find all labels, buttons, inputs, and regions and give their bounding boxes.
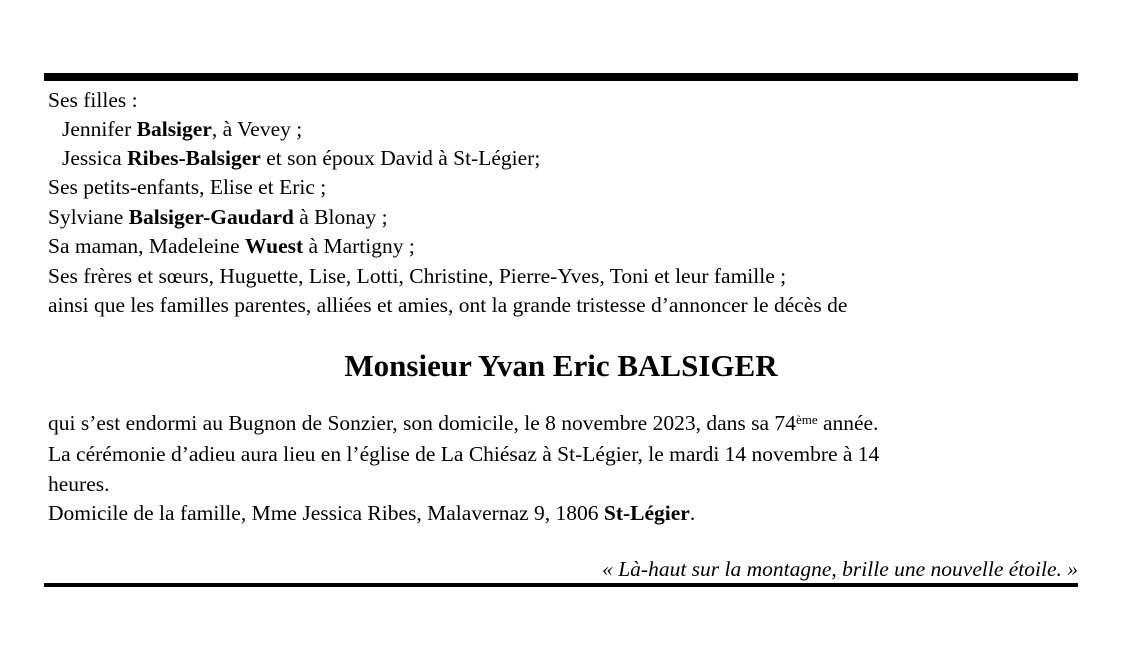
top-rule (44, 73, 1078, 81)
announcement-line: ainsi que les familles parentes, alliées et amies, ont la grande tristesse d’annoncer le décès de (48, 293, 848, 317)
grandchildren-line: Ses petits-enfants, Elise et Eric ; (48, 175, 327, 199)
sylviane-line: Sylviane Balsiger-Gaudard à Blonay ; (48, 205, 388, 229)
daughters-heading: Ses filles : (48, 88, 138, 112)
mother-line: Sa maman, Madeleine Wuest à Martigny ; (48, 234, 415, 258)
closing-quote: « Là-haut sur la montagne, brille une nouvelle étoile. » (602, 557, 1078, 581)
ceremony-line: La cérémonie d’adieu aura lieu en l’église de La Chiésaz à St-Légier, le mardi 14 novembre à 14 (48, 442, 880, 466)
deceased-name: Monsieur Yvan Eric BALSIGER (344, 348, 778, 383)
death-line: qui s’est endormi au Bugnon de Sonzier, son domicile, le 8 novembre 2023, dans sa 74ème année. (48, 411, 879, 435)
siblings-line: Ses frères et sœurs, Huguette, Lise, Lotti, Christine, Pierre-Yves, Toni et leur famille ; (48, 264, 787, 288)
ceremony-line-continued: heures. (48, 472, 110, 496)
bottom-rule (44, 583, 1078, 587)
family-address: Domicile de la famille, Mme Jessica Ribes, Malavernaz 9, 1806 St-Légier. (48, 501, 696, 525)
daughter-jessica: Jessica Ribes-Balsiger et son époux David à St-Légier; (62, 146, 541, 170)
daughter-jennifer: Jennifer Balsiger, à Vevey ; (62, 117, 303, 141)
